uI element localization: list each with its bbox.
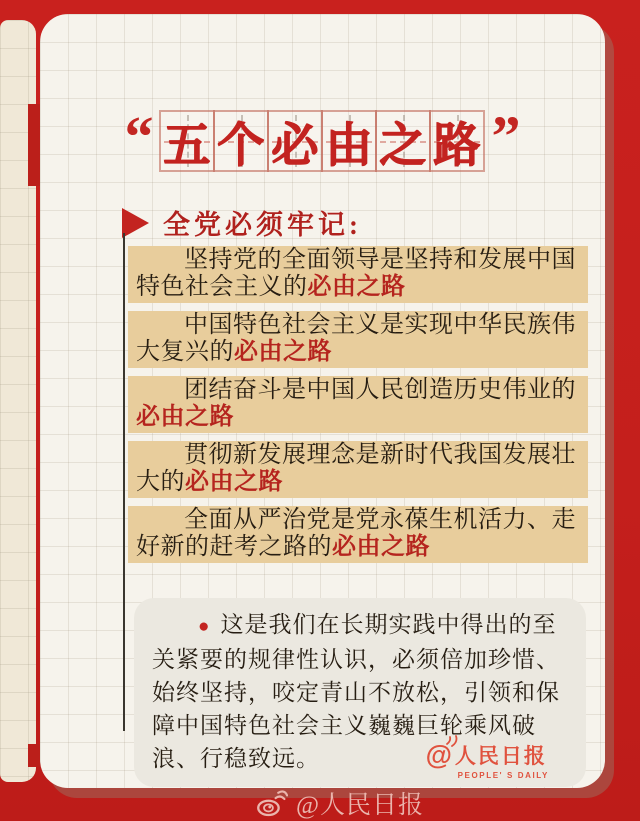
logo-zh-text: 人民日报 <box>454 744 547 768</box>
lead-in-row <box>122 203 362 242</box>
path-item-1 <box>128 246 588 303</box>
peoples-daily-logo <box>426 740 549 780</box>
highlight-text: 必由之路 <box>332 534 430 560</box>
weibo-icon <box>256 789 288 817</box>
title-char-box-6 <box>429 110 485 172</box>
title-char: 五 <box>163 119 210 172</box>
title-char-box-4 <box>321 110 377 172</box>
title-char-box-1 <box>159 110 215 172</box>
notebook-page <box>40 14 605 788</box>
highlight-text: 必由之路 <box>234 339 332 365</box>
path-text: 全面从严治党是党永葆生机活力、走好新的赶考之路的 <box>136 507 576 560</box>
close-quote-mark: ” <box>491 104 521 169</box>
highlight-text: 必由之路 <box>307 274 406 300</box>
flag-triangle-icon <box>122 208 149 238</box>
path-text: 贯彻新发展理念是新时代我国发展壮大的 <box>136 442 576 495</box>
page-title <box>40 104 605 172</box>
path-item-3 <box>128 376 588 433</box>
path-text: 团结奋斗是中国人民创造历史伟业的 <box>184 377 576 403</box>
watermark-handle: @人民日报 <box>296 792 425 819</box>
title-char: 路 <box>433 119 480 172</box>
sound-waves-icon <box>445 735 459 747</box>
path-list <box>128 246 588 571</box>
open-quote-mark: “ <box>124 104 154 169</box>
path-text: 中国特色社会主义是实现中华民族伟大复兴的 <box>136 312 576 365</box>
highlight-text: 必由之路 <box>185 469 283 495</box>
title-char: 之 <box>379 119 426 172</box>
weibo-watermark <box>256 785 424 821</box>
title-char: 由 <box>325 119 372 172</box>
logo-en-text: PEOPLE' S DAILY <box>457 771 549 780</box>
title-char-box-5 <box>375 110 431 172</box>
title-char-box-3 <box>267 110 323 172</box>
summary-body: 这是我们在长期实践中得出的至关紧要的规律性认识，必须倍加珍惜、始终坚持，咬定青山不放松，引领和保障中国特色社会主义巍巍巨轮乘风破浪、行稳致远。 <box>152 612 560 771</box>
title-char: 必 <box>271 119 318 172</box>
path-item-4 <box>128 441 588 498</box>
path-item-2 <box>128 311 588 368</box>
at-megaphone-icon: @ <box>426 742 452 769</box>
path-item-5 <box>128 506 588 563</box>
flagpole-line <box>123 233 125 731</box>
bullet-icon: ● <box>198 616 211 637</box>
path-text: 坚持党的全面领导是坚持和发展中国特色社会主义的 <box>136 247 576 300</box>
highlight-text: 必由之路 <box>136 404 234 430</box>
title-char-box-2 <box>213 110 269 172</box>
lead-in-label: 全党必须牢记: <box>163 210 362 240</box>
title-char: 个 <box>217 119 264 172</box>
